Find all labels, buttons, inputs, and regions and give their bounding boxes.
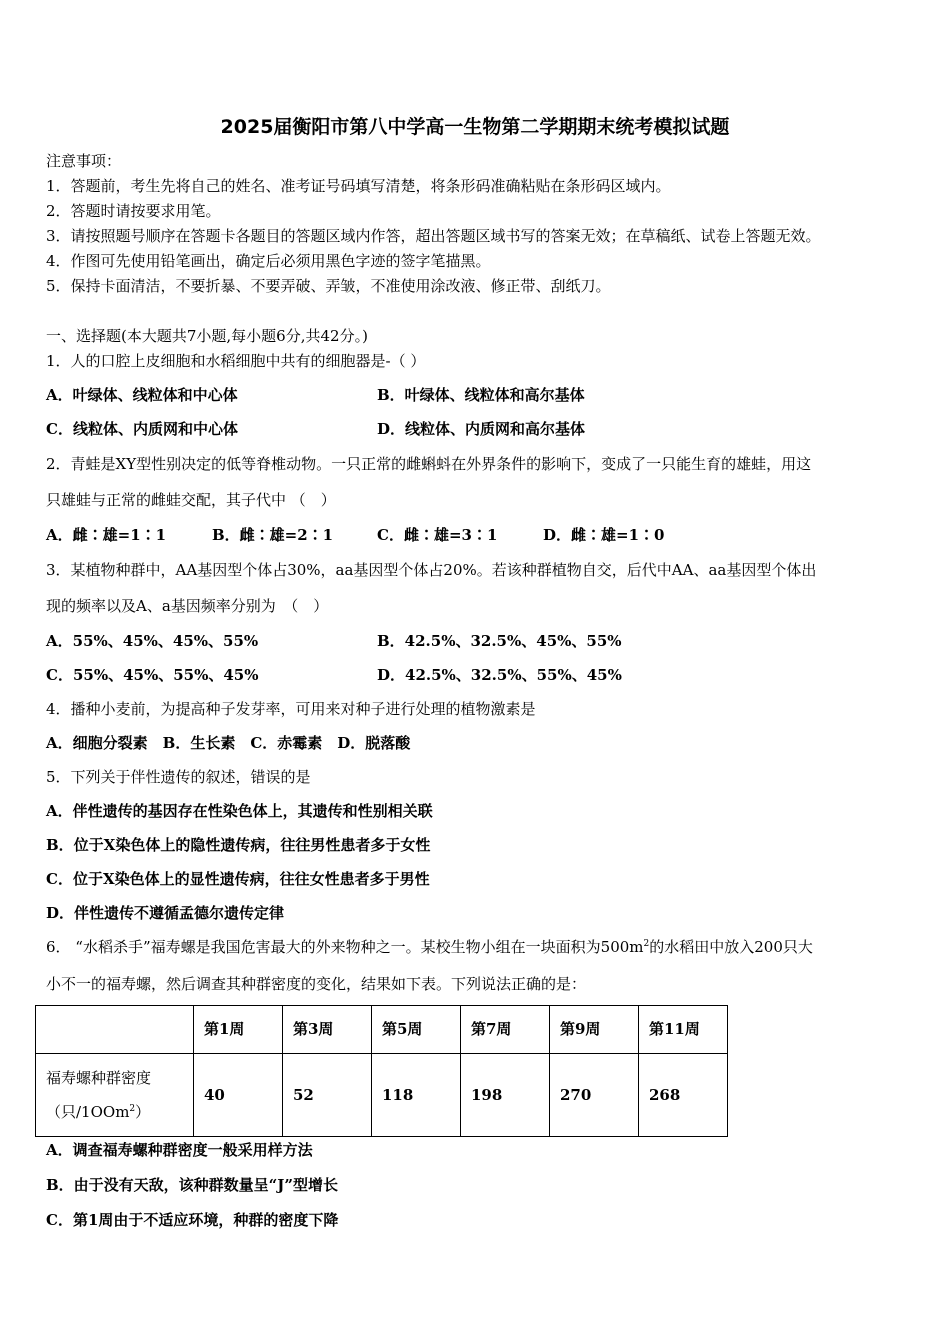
notice-item: 3．请按照题号顺序在答题卡各题目的答题区域内作答，超出答题区域书写的答案无效；在草稿纸、试卷上答题无效。 (46, 227, 821, 245)
q1-option-c: C．线粒体、内质网和中心体 (46, 420, 238, 438)
table-header-cell: 第5周 (372, 1006, 461, 1054)
row-label-line: 福寿螺种群密度 (46, 1069, 152, 1087)
table-cell: 118 (372, 1054, 461, 1137)
data-table (35, 1005, 728, 1137)
q2-stem: 2．青蛙是XY型性别决定的低等脊椎动物。一只正常的雌蝌蚪在外界条件的影响下，变成了一只能生育的雄蛙，用这 (46, 455, 812, 473)
q5-option-b: B．位于X染色体上的隐性遗传病，往往男性患者多于女性 (46, 836, 431, 854)
notice-item: 2．答题时请按要求用笔。 (46, 202, 221, 220)
notice-item: 1．答题前，考生先将自己的姓名、准考证号码填写清楚，将条形码准确粘贴在条形码区域内。 (46, 177, 671, 195)
page-title: 2025届衡阳市第八中学高一生物第二学期期末统考模拟试题 (220, 116, 730, 138)
notice-heading: 注意事项： (46, 152, 122, 170)
q5-option-c: C．位于X染色体上的显性遗传病，往往女性患者多于男性 (46, 870, 430, 888)
table-header-cell: 第9周 (550, 1006, 639, 1054)
table-row (36, 1054, 728, 1137)
q3-option-a: A．55%、45%、45%、55% (46, 632, 259, 650)
notice-item: 5．保持卡面清洁，不要折暴、不要弄破、弄皱，不准使用涂改液、修正带、刮纸刀。 (46, 277, 611, 295)
q2-stem-cont: 只雄蛙与正常的雌蛙交配，其子代中 （ ） (46, 491, 336, 509)
row-label-unit (46, 1095, 193, 1129)
table-cell: 270 (550, 1054, 639, 1137)
q6-stem (46, 937, 813, 957)
q6-stem-part: 6． “水稻杀手”福寿螺是我国危害最大的外来物种之一。某校生物小组在一块面积为500m (46, 938, 644, 956)
q2-option-d: D．雌∶雄=1∶0 (543, 526, 665, 544)
table-cell: 52 (283, 1054, 372, 1137)
q6-option-a: A．调查福寿螺种群密度一般采用样方法 (46, 1141, 313, 1159)
q3-option-b: B．42.5%、32.5%、45%、55% (377, 632, 622, 650)
q6-option-b: B．由于没有天敌，该种群数量呈“J”型增长 (46, 1176, 339, 1194)
q6-option-c: C．第1周由于不适应环境，种群的密度下降 (46, 1211, 339, 1229)
table-header-cell: 第1周 (194, 1006, 283, 1054)
table-corner-cell (36, 1006, 194, 1054)
q6-stem-part: 的水稻田中放入200只大 (649, 938, 813, 956)
q1-option-d: D．线粒体、内质网和高尔基体 (377, 420, 586, 438)
notice-item: 4．作图可先使用铅笔画出，确定后必须用黑色字迹的签字笔描黑。 (46, 252, 491, 270)
q1-stem: 1．人的口腔上皮细胞和水稻细胞中共有的细胞器是-（ ） (46, 352, 426, 370)
q2-option-a: A．雌∶雄=1∶1 (46, 526, 167, 544)
q1-option-b: B．叶绿体、线粒体和高尔基体 (377, 386, 585, 404)
table-header-cell: 第7周 (461, 1006, 550, 1054)
q4-stem: 4．播种小麦前，为提高种子发芽率，可用来对种子进行处理的植物激素是 (46, 700, 536, 718)
q5-stem: 5．下列关于伴性遗传的叙述，错误的是 (46, 768, 311, 786)
table-header-cell: 第3周 (283, 1006, 372, 1054)
table-header-row (36, 1006, 728, 1054)
q3-stem: 3．某植物种群中，AA基因型个体占30%，aa基因型个体占20%。若该种群植物自交，后代中AA、aa基因型个体出 (46, 561, 817, 579)
superscript: 2 (129, 1104, 136, 1114)
q3-option-d: D．42.5%、32.5%、55%、45% (377, 666, 622, 684)
table-row-label (36, 1054, 194, 1137)
table-header-cell: 第11周 (639, 1006, 728, 1054)
q4-options: A．细胞分裂素 B．生长素 C．赤霉素 D．脱落酸 (46, 734, 411, 752)
q1-option-a: A．叶绿体、线粒体和中心体 (46, 386, 238, 404)
table-cell: 40 (194, 1054, 283, 1137)
table-cell: 198 (461, 1054, 550, 1137)
q5-option-a: A．伴性遗传的基因存在性染色体上，其遗传和性别相关联 (46, 802, 433, 820)
unit-part: ） (135, 1103, 151, 1121)
superscript: 2 (643, 939, 650, 949)
q2-option-b: B．雌∶雄=2∶1 (212, 526, 334, 544)
table-cell: 268 (639, 1054, 728, 1137)
unit-part: （只/1OOm (46, 1103, 130, 1121)
q5-option-d: D．伴性遗传不遵循孟德尔遗传定律 (46, 904, 285, 922)
q3-stem-cont: 现的频率以及A、a基因频率分别为 （ ） (46, 597, 329, 615)
q6-stem-cont: 小不一的福寿螺，然后调查其种群密度的变化，结果如下表。下列说法正确的是： (46, 975, 587, 993)
section-heading: 一、选择题(本大题共7小题,每小题6分,共42分。) (46, 327, 368, 345)
q3-option-c: C．55%、45%、55%、45% (46, 666, 259, 684)
q2-option-c: C．雌∶雄=3∶1 (377, 526, 498, 544)
